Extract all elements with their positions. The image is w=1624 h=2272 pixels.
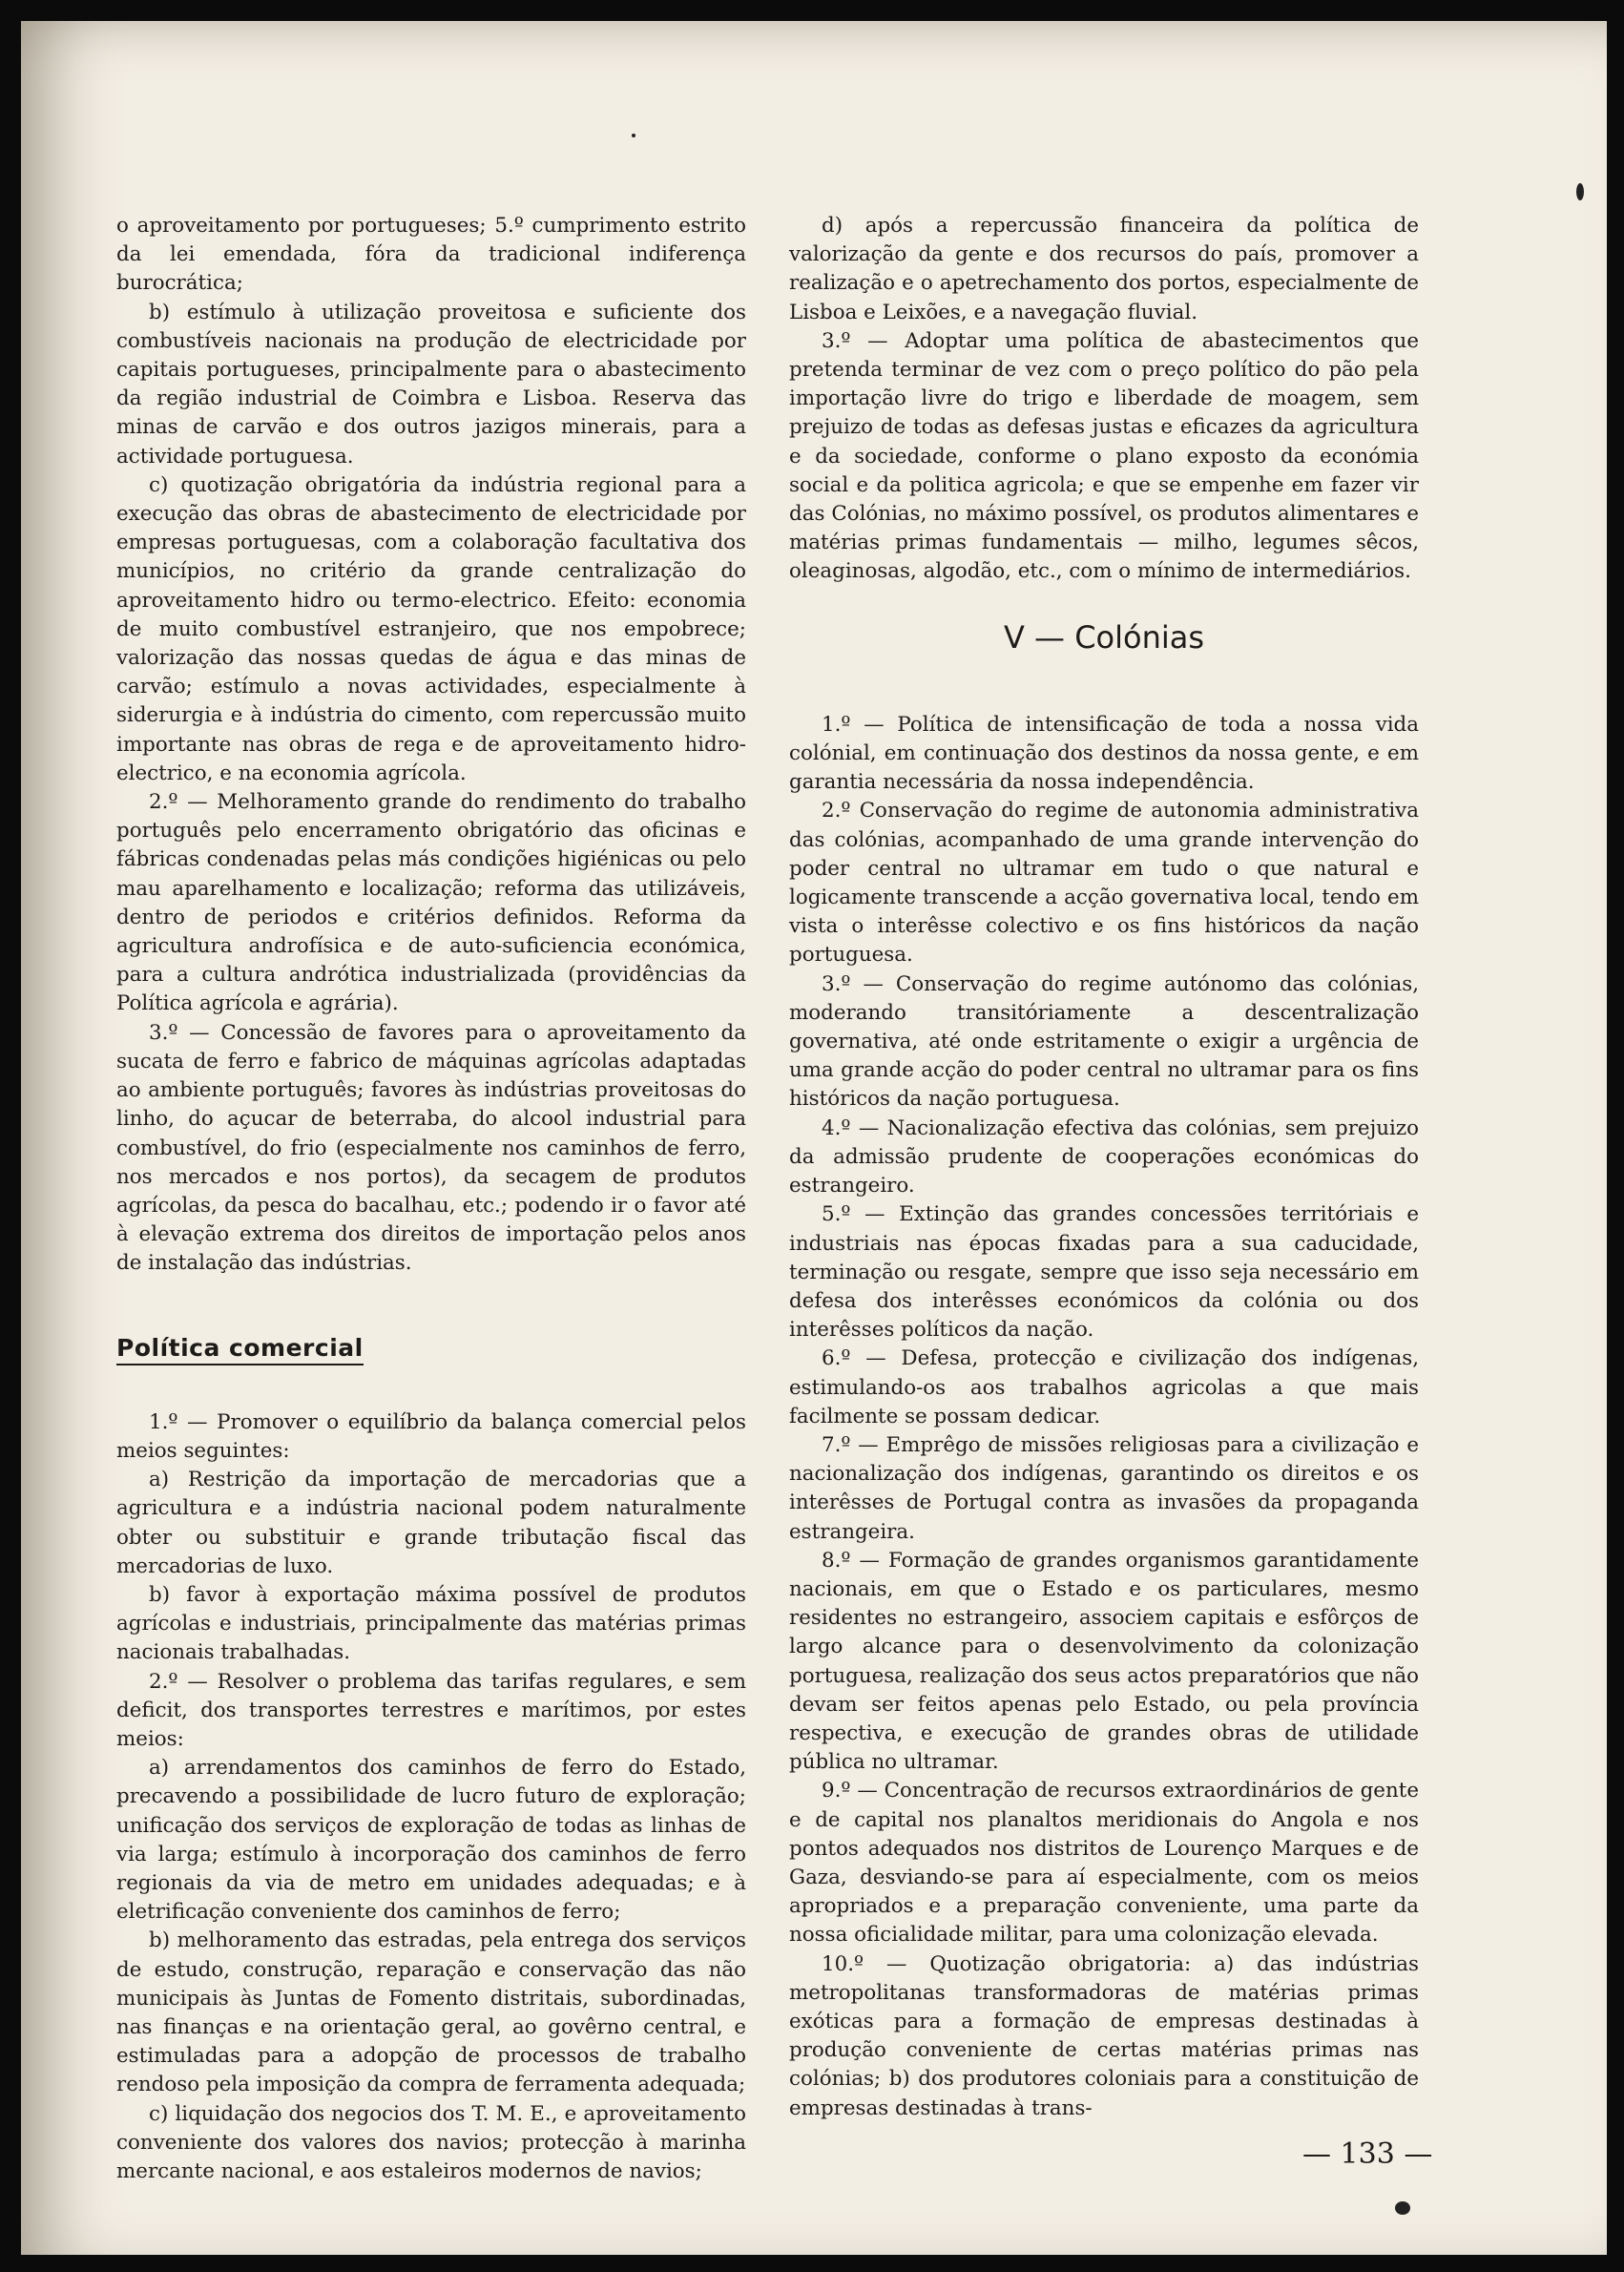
ink-speck (1395, 2201, 1410, 2215)
ink-speck (632, 134, 635, 137)
paragraph: 2.º Conservação do regime de autonomia administrativa das colónias, acompanhado de uma grande intervenção do poder central no ultramar em tudo o que natural e logicamente transcende a acção governativa local, tendo em vista o interêsse colectivo e os fins históricos da nação portuguesa. (789, 799, 1419, 968)
paragraph: 2.º — Resolver o problema das tarifas regulares, e sem deficit, dos transportes terrestres e marítimos, por estes meios: (116, 1669, 746, 1751)
paragraph: 1.º — Promover o equilíbrio da balança comercial pelos meios seguintes: (116, 1409, 746, 1463)
document-page (21, 21, 1607, 2255)
paragraph: b) melhoramento das estradas, pela entrega dos serviços de estudo, construção, reparação e conservação das não municipais às Juntas de Fomento distritais, subordinadas, nas finanças e na orientação geral, ao govêrno central, e estimuladas para a adopção de processos de trabalho rendoso pela imposição da compra de ferramenta adequada; (116, 1928, 746, 2097)
paragraph: 2.º — Melhoramento grande do rendimento do trabalho português pelo encerramento obrigatório das oficinas e fábricas condenadas pelas más condições higiénicas ou pelo mau aparelhamento e localização; reforma das utilizáveis, dentro de periodos e critérios definidos. Reforma da agricultura androfísica e de auto-suficiencia económica, para a cultura andrótica industrializada (providências da Política agrícola e agrária). (116, 790, 746, 1016)
paragraph: 5.º — Extinção das grandes concessões territóriais e industriais nas épocas fixadas para a sua caducidade, terminação ou resgate, sempre que isso seja necessário em defesa dos interêsses económicos da colónia ou dos interêsses políticos da nação. (789, 1202, 1419, 1343)
paragraph: 3.º — Concessão de favores para o aproveitamento da sucata de ferro e fabrico de máquinas agrícolas adaptadas ao ambiente português; favores às indústrias proveitosas do linho, do açucar de beterraba, do alcool industrial para combustível, do frio (especialmente nos caminhos de ferro, nos mercados e nos portos), da secagem de produtos agrícolas, da pesca do bacalhau, etc.; podendo ir o favor até à elevação extrema dos direitos de importação pelos anos de instalação das indústrias. (116, 1020, 746, 1276)
paragraph: o aproveitamento por portugueses; 5.º cumprimento estrito da lei emendada, fóra da tradicional indiferença burocrática; (116, 214, 746, 296)
paragraph: 4.º — Nacionalização efectiva das colónias, sem prejuizo da admissão prudente de cooperações económicas do estrangeiro. (789, 1115, 1419, 1199)
paragraph: a) arrendamentos dos caminhos de ferro do Estado, precavendo a possibilidade de lucro futuro de exploração; unificação dos serviços de exploração de todas as linhas de via larga; estímulo à incorporação dos caminhos de ferro regionais da via de metro em unidades adequadas; e à eletrificação conveniente dos caminhos de ferro; (116, 1756, 746, 1925)
paragraph: d) após a repercussão financeira da política de valorização da gente e dos recursos do país, promover a realização e o apetrechamento dos portos, especialmente de Lisboa e Leixões, e a navegação fluvial. (789, 214, 1419, 324)
paragraph: 9.º — Concentração de recursos extraordinários de gente e de capital nos planaltos meridionais do Angola e nos pontos adequados nos distritos de Lourenço Marques e de Gaza, desviando-se para aí especialmente, com os meios apropriados e a preparação conveniente, uma parte da nossa oficialidade militar, para uma colonização elevada. (789, 1779, 1419, 1948)
paragraph: 3.º — Conservação do regime autónomo das colónias, moderando transitóriamente a descentralização governativa, até onde estritamente o exigir a urgência de uma grande acção do poder central no ultramar para os fins históricos da nação portuguesa. (789, 971, 1419, 1112)
paragraph: 7.º — Emprêgo de missões religiosas para a civilização e nacionalização dos indígenas, garantindo os direitos e os interêsses de Portugal contra as invasões da propaganda estrangeira. (789, 1432, 1419, 1544)
page-number: — 133 — (1302, 2137, 1433, 2171)
paragraph: c) liquidação dos negocios dos T. M. E., e aproveitamento conveniente dos valores dos navios; protecção à marinha mercante nacional, e aos estaleiros modernos de navios; (116, 2101, 746, 2183)
paragraph: a) Restrição da importação de mercadorias que a agricultura e a indústria nacional podem naturalmente obter ou substituir e grande tributação fiscal das mercadorias de luxo. (116, 1468, 746, 1578)
left-column (116, 212, 746, 2186)
ink-speck (1576, 183, 1584, 200)
paragraph: c) quotização obrigatória da indústria regional para a execução das obras de abastecimento de electricidade por empresas portuguesas, com a colaboração facultativa dos municípios, no critério da grande centralização do aproveitamento hidro ou termo-electrico. Efeito: economia de muito combustível estranjeiro, que nos empobrece; valorização das nossas quedas de água e das minas de carvão; estímulo a novas actividades, especialmente à siderurgia e à indústria do cimento, com repercussão muito importante nas obras de rega e de aproveitamento hidro-electrico, e na economia agrícola. (116, 472, 746, 785)
paragraph: 8.º — Formação de grandes organismos garantidamente nacionais, em que o Estado e os particulares, mesmo residentes no estrangeiro, associem capitais e esfôrços de largo alcance para o desenvolvimento da colonização portuguesa, realização dos seus actos preparatórios que não devam ser feitos apenas pelo Estado, ou pela província respectiva, e execução de grandes obras de utilidade pública no ultramar. (789, 1548, 1419, 1775)
section-heading: V — Colónias (1003, 618, 1205, 656)
paragraph: b) favor à exportação máxima possível de produtos agrícolas e industriais, principalmente das matérias primas nacionais trabalhadas. (116, 1582, 746, 1665)
paragraph: 3.º — Adoptar uma política de abastecimentos que pretenda terminar de vez com o preço político do pão pela importação livre do trigo e liberdade de moagem, sem prejuizo de todas as defesas justas e eficazes da agricultura e da sociedade, conforme o plano exposto da económia social e da politica agricola; e que se empenhe em fazer vir das Colónias, no máximo possível, os produtos alimentares e matérias primas fundamentais — milho, legumes sêcos, oleaginosas, algodão, etc., com o mínimo de intermediários. (789, 328, 1419, 584)
paragraph: 6.º — Defesa, protecção e civilização dos indígenas, estimulando-os aos trabalhos agricolas a que mais facilmente se possam dedicar. (789, 1346, 1419, 1428)
section-title: Política comercial (116, 1334, 746, 1363)
paragraph: 10.º — Quotização obrigatoria: a) das indústrias metropolitanas transformadoras de matérias primas exóticas para a formação de empresas destinadas à produção conveniente de certas matérias primas nas colónias; b) dos produtores coloniais para a constituição de empresas destinadas à trans- (789, 1951, 1419, 2120)
right-column (789, 212, 1419, 2123)
paragraph: 1.º — Política de intensificação de toda a nossa vida colónial, em continuação dos destinos da nossa gente, e em garantia necessária da nossa independência. (789, 712, 1419, 795)
paragraph: b) estímulo à utilização proveitosa e suficiente dos combustíveis nacionais na produção de electricidade por capitais portugueses, principalmente para o abastecimento da região industrial de Coimbra e Lisboa. Reserva das minas de carvão e dos outros jazigos minerais, para a actividade portuguesa. (116, 300, 746, 469)
